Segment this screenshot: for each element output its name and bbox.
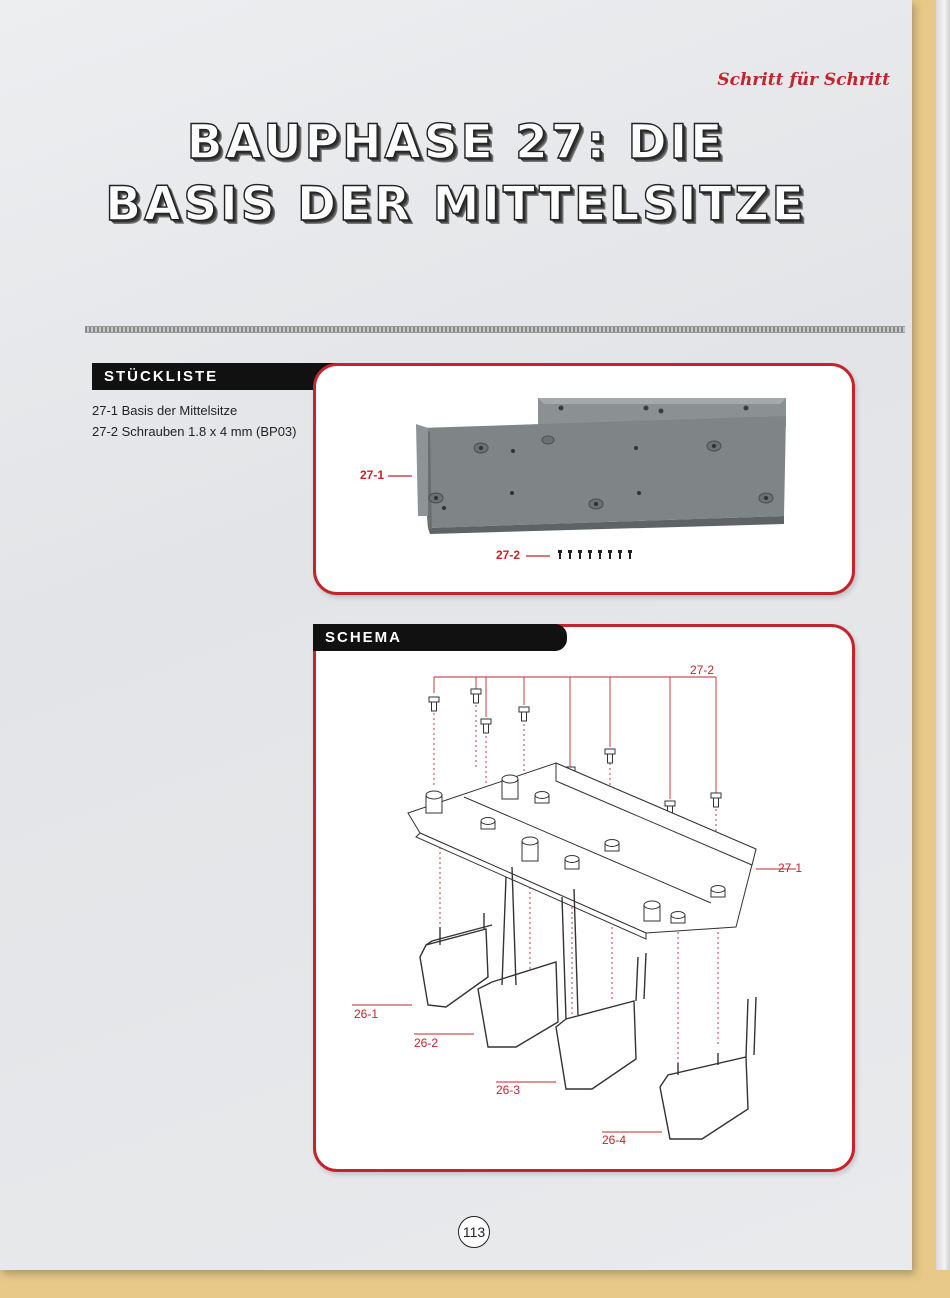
parts-list-heading: STÜCKLISTE — [92, 363, 482, 390]
title-line-1: BAUPHASE 27: DIE — [186, 115, 726, 170]
page-title — [0, 112, 912, 236]
parts-list-item: 27-1 Basis der Mittelsitze — [92, 403, 238, 418]
schema-label-26-3: 26-3 — [496, 1083, 521, 1097]
photo-label-27-2: 27-2 — [496, 548, 521, 562]
photo-label-27-1: 27-1 — [360, 468, 385, 482]
schema-label-26-2: 26-2 — [414, 1036, 439, 1050]
parts-list-item: 27-2 Schrauben 1.8 x 4 mm (BP03) — [92, 424, 297, 439]
header-divider — [85, 326, 905, 333]
schema-label-26-1: 26-1 — [354, 1007, 379, 1021]
schema-label-27-2: 27-2 — [690, 663, 715, 677]
title-line-2: BASIS DER MITTELSITZE — [105, 177, 807, 232]
page-edge — [936, 0, 950, 1270]
parts-list — [92, 402, 312, 444]
assembly-schema-panel — [313, 624, 855, 1172]
parts-photo-panel — [313, 363, 855, 595]
page-number: 113 — [458, 1216, 490, 1248]
assembly-diagram — [316, 627, 852, 1169]
schema-label-27-1: 27-1 — [778, 861, 803, 875]
base-plate-photo — [316, 366, 852, 592]
tagline: Schritt für Schritt — [717, 70, 890, 90]
schema-heading: SCHEMA — [313, 624, 567, 651]
schema-label-26-4: 26-4 — [602, 1133, 627, 1147]
